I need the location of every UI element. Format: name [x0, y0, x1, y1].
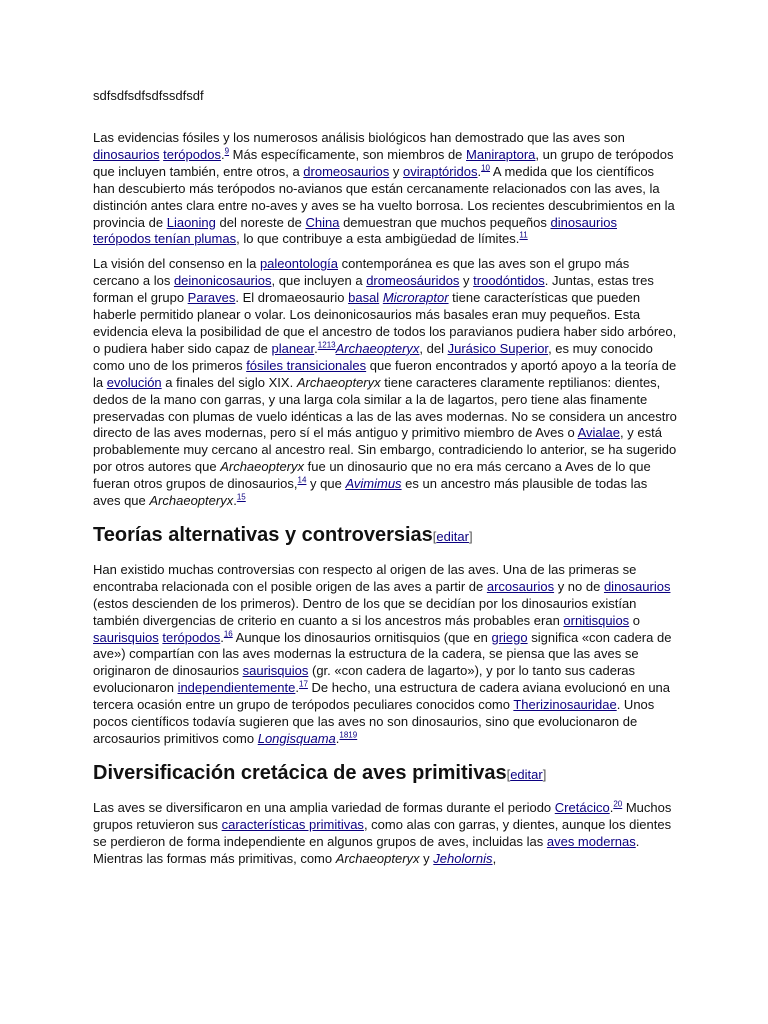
text-run: , y está probablemente muy cercano al ancestro real. Sin embargo, contradiciendo lo anterior, se ha sugerido por otros autores que	[93, 425, 677, 475]
text-run: demuestran que muchos pequeños	[339, 214, 551, 230]
section-title: Teorías alternativas y controversias	[93, 523, 433, 546]
wiki-link[interactable]: troodóntidos	[473, 273, 545, 289]
wiki-link[interactable]: dinosaurios	[93, 146, 160, 162]
text-run: fue un dinosaurio que no era más cercano a Aves de lo que fueran otros grupos de dinosaurios,	[93, 459, 651, 492]
citation-superscript	[318, 341, 336, 350]
article-body	[93, 88, 678, 876]
citation-superscript	[339, 731, 357, 740]
text-run: . Mientras las formas más primitivas, como	[93, 833, 640, 866]
wiki-link[interactable]: oviraptóridos	[403, 163, 478, 179]
text-run: La visión del consenso en la	[93, 256, 260, 272]
text-run: significa «con cadera de ave») compartían con las aves modernas la estructura de la cadera, se piensa que las aves se originaron de dinosaurios	[93, 629, 672, 679]
wiki-link[interactable]: saurisquios	[242, 663, 309, 679]
edit-link-wrapper	[507, 767, 547, 782]
text-run: .	[609, 799, 614, 815]
wiki-link[interactable]: Paraves	[187, 290, 236, 306]
paragraph-controversies	[93, 562, 678, 748]
wiki-link[interactable]: aves modernas	[546, 833, 636, 849]
wiki-link[interactable]: dromeosaurios	[303, 163, 390, 179]
text-run: Las aves se diversificaron en una amplia variedad de formas durante el periodo	[93, 799, 555, 815]
text-run: , del	[419, 340, 448, 356]
text-run: , que incluyen a	[271, 273, 367, 289]
reference-link[interactable]: 9	[224, 146, 230, 156]
reference-link[interactable]: 16	[223, 629, 233, 639]
document-title: sdfsdfsdfsdfssdfsdf	[93, 88, 204, 103]
wiki-link[interactable]: Therizinosauridae	[513, 697, 617, 713]
text-run: , es muy conocido como uno de los primeros	[93, 340, 653, 373]
citation-superscript	[613, 800, 622, 809]
wiki-link[interactable]: saurisquios	[93, 629, 159, 645]
wiki-link[interactable]: Jurásico Superior	[447, 340, 549, 356]
text-run: .	[477, 163, 482, 179]
text-run: es un ancestro más plausible de todas las aves que	[93, 476, 648, 509]
wiki-link[interactable]: Jeholornis	[433, 850, 493, 866]
reference-link[interactable]: 14	[297, 475, 307, 485]
text-run: , como alas con garras, y dientes, aunque los dientes se perdieron de forma independiente en algunos grupos de aves, incluidas las	[93, 816, 672, 849]
wiki-link[interactable]: arcosaurios	[486, 578, 555, 594]
bracket-close: ]	[542, 766, 547, 782]
text-run: . Juntas, estas tres forman el grupo	[93, 273, 654, 306]
text-run: y	[419, 850, 434, 866]
italic-taxon: Archaeopteryx	[335, 850, 420, 866]
text-run: tiene caracteres claramente reptilianos: dientes, dedos de la mano con garras, y una larga cola similar a la de lagartos, pero tiene alas finamente preservadas con plumas de vuelo idénticas a las de las aves modernas. No se considera un ancestro directo de las aves modernas, pero sí el más antiguo y primitivo miembro de Aves o	[93, 374, 677, 441]
wiki-link[interactable]: evolución	[106, 374, 162, 390]
text-run: .	[314, 340, 318, 356]
text-run: que fueron encontrados y aportó apoyo a la teoría de la	[93, 357, 677, 390]
paragraph-origin	[93, 130, 678, 248]
wiki-link[interactable]: Liaoning	[166, 214, 216, 230]
text-run: .	[220, 146, 225, 162]
text-run: (gr. «con cadera de lagarto»), y por lo tanto sus caderas evolucionaron	[93, 663, 636, 696]
text-run: Muchos grupos retuvieron sus	[93, 799, 672, 832]
wiki-link[interactable]: terópodos	[162, 629, 221, 645]
text-run: y	[389, 163, 404, 179]
wiki-link[interactable]: Avimimus	[345, 476, 402, 492]
text-run: ,	[492, 850, 497, 866]
text-run: a finales del siglo XIX.	[161, 374, 297, 390]
reference-link[interactable]: 1819	[339, 730, 358, 740]
text-run: Aunque los dinosaurios ornitisquios (que en	[232, 629, 492, 645]
wiki-link[interactable]: ornitisquios	[563, 612, 630, 628]
bracket-close: ]	[468, 528, 473, 544]
wiki-link[interactable]: Microraptor	[382, 290, 449, 306]
text-run: . El dromaeosaurio	[235, 290, 349, 306]
edit-link-wrapper	[433, 529, 473, 544]
text-run: y no de	[554, 578, 604, 594]
wiki-link[interactable]: terópodos	[163, 146, 221, 162]
text-run: Más específicamente, son miembros de	[229, 146, 467, 162]
text-run: .	[220, 629, 224, 645]
italic-taxon: Archaeopteryx	[296, 374, 381, 390]
bracket-open: [	[506, 766, 511, 782]
wiki-link[interactable]: Cretácico	[554, 799, 610, 815]
wiki-link[interactable]: Avialae	[577, 425, 621, 441]
text-run: Han existido muchas controversias con respecto al origen de las aves. Una de las primeras se encontraba relacionada con el posible origen de las aves a partir de	[93, 561, 637, 594]
text-run: y	[459, 273, 474, 289]
text-run: (estos descienden de los primeros). Dentro de los que se decidían por los dinosaurios existían también divergencias de criterio en cuanto a si los ancestros más probables eran	[93, 595, 637, 628]
text-run: Las evidencias fósiles y los numerosos análisis biológicos han demostrado que las aves son	[93, 130, 625, 145]
text-run: .	[233, 493, 237, 509]
wiki-link[interactable]: dinosaurios terópodos tenían plumas	[93, 214, 617, 247]
section-heading-alternative-theories	[93, 522, 678, 550]
citation-superscript	[481, 163, 490, 172]
text-run: De hecho, una estructura de cadera aviana evolucionó en una tercera ocasión entre un grupo de terópodos peculiares conocidos como	[93, 680, 671, 713]
text-run: , un grupo de terópodos que incluyen también, entre otros, a	[93, 146, 674, 179]
paragraph-consensus	[93, 256, 678, 510]
wiki-link[interactable]: deinonicosaurios	[173, 273, 272, 289]
wiki-link[interactable]: dromeosáuridos	[366, 273, 460, 289]
text-run: .	[295, 680, 300, 696]
citation-superscript	[237, 493, 246, 502]
text-run: A medida que los científicos han descubierto más terópodos no-avianos que están cercanamente relacionados con las aves, la distinción antes clara entre no-aves y aves se ha vuelto borrosa. Los recientes descubrimientos en la provincia de	[93, 163, 675, 230]
wiki-link[interactable]: Maniraptora	[466, 146, 536, 162]
reference-link[interactable]: 20	[613, 799, 623, 809]
text-run: contemporánea es que las aves son el grupo más cercano a los	[93, 256, 630, 289]
paragraph-cretaceous	[93, 800, 678, 868]
text-run: , lo que contribuye a esta ambigüedad de límites.	[236, 231, 520, 247]
wiki-link[interactable]: dinosaurios	[603, 578, 671, 594]
italic-taxon: Archaeopteryx	[149, 493, 234, 509]
wiki-link[interactable]: independientemente	[177, 680, 296, 696]
reference-link[interactable]: 11	[519, 231, 528, 241]
edit-link[interactable]: editar	[510, 766, 543, 782]
section-heading-cretaceous-diversification	[93, 760, 678, 788]
edit-link[interactable]: editar	[436, 528, 469, 544]
text-run: o	[629, 612, 641, 628]
text-run: .	[335, 731, 340, 746]
wiki-link[interactable]: China	[305, 214, 340, 230]
wiki-link[interactable]: planear	[271, 340, 315, 356]
wiki-link[interactable]: basal	[348, 290, 380, 306]
wiki-link[interactable]: fósiles transicionales	[246, 357, 367, 373]
citation-superscript	[224, 629, 233, 638]
text-run: tiene características que pueden haberle permitido planear o volar. Los deinonicosaurios más basales eran muy pequeños. Esta evidencia eleva la posibilidad de que el ancestro de todos los paravianos pudiera haber sido arbóreo, o pudiera haber sido capaz de	[93, 290, 677, 356]
text-run: y que	[306, 476, 346, 492]
citation-superscript	[519, 231, 527, 240]
text-run: del noreste de	[215, 214, 306, 230]
reference-link[interactable]: 15	[236, 492, 246, 502]
wiki-link[interactable]: paleontología	[259, 256, 339, 272]
citation-superscript	[299, 680, 308, 689]
wiki-link[interactable]: características primitivas	[221, 816, 364, 832]
bracket-open: [	[432, 528, 437, 544]
reference-link[interactable]: 1213	[317, 340, 336, 350]
text-run: . Unos pocos científicos todavía sugieren que las aves no son dinosaurios, sino que evolucionaron de arcosaurios primitivos como	[93, 697, 655, 746]
section-title: Diversificación cretácica de aves primitivas	[93, 761, 507, 784]
wiki-link[interactable]: Archaeopteryx	[335, 340, 420, 356]
reference-link[interactable]: 10	[481, 163, 490, 173]
reference-link[interactable]: 17	[299, 679, 308, 689]
wiki-link[interactable]: griego	[491, 629, 528, 645]
wiki-link[interactable]: Longisquama	[257, 731, 336, 746]
italic-taxon: Archaeopteryx	[220, 459, 305, 475]
